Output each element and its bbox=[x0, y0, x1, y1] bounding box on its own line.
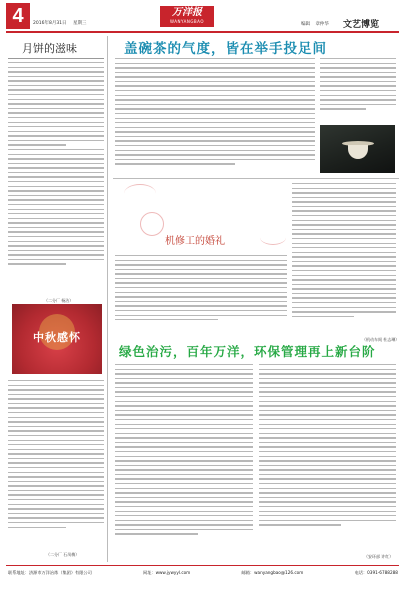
wedding-article-title: 机修工的婚礼 bbox=[165, 236, 225, 247]
left-article-signature-2: （二分厂 石凤梅） bbox=[46, 552, 80, 557]
tea-article-body bbox=[115, 58, 315, 174]
editor-name: 章仲华 bbox=[315, 22, 329, 27]
header-divider bbox=[6, 31, 399, 33]
green-article-signature: （安环部 许红） bbox=[364, 554, 394, 559]
publication-date bbox=[33, 20, 91, 26]
article-divider bbox=[113, 178, 399, 179]
flower-decoration-2 bbox=[260, 230, 286, 245]
tea-article-headline: 盖碗茶的气度，皆在举手投足间 bbox=[124, 41, 327, 57]
title-divider bbox=[8, 58, 104, 59]
left-article-body-2 bbox=[8, 380, 104, 550]
page-number: 4 bbox=[6, 3, 30, 29]
footer bbox=[8, 570, 398, 576]
logo-name-en: WANYANGBAO bbox=[170, 19, 204, 24]
wedding-article-signature: （机动车间 杜志琳） bbox=[362, 337, 400, 342]
editor-credit bbox=[301, 21, 333, 27]
heart-decoration bbox=[140, 212, 164, 236]
mid-autumn-image bbox=[12, 304, 102, 374]
column-divider bbox=[107, 36, 108, 562]
teacup-icon bbox=[348, 145, 368, 159]
editor-label: 编辑 bbox=[301, 22, 310, 27]
left-article-title: 月饼的滋味 bbox=[22, 42, 77, 55]
wedding-article-body bbox=[115, 255, 287, 335]
footer-address: 联系地址：济源市万洋冶炼（集团）有限公司 bbox=[8, 570, 92, 575]
weekday: 星期三 bbox=[72, 21, 87, 26]
newspaper-logo bbox=[160, 6, 214, 27]
logo-name: 万洋报 bbox=[172, 7, 202, 18]
footer-website: 网址：www.jywyyl.com bbox=[143, 570, 191, 575]
left-column bbox=[8, 36, 104, 562]
date: 2016年8月31日 bbox=[33, 21, 67, 26]
footer-phone: 电话：0391-6788288 bbox=[354, 570, 398, 575]
footer-divider bbox=[6, 565, 399, 566]
flower-decoration bbox=[124, 184, 156, 203]
green-article-headline: 绿色治污，百年万洋，环保管理再上新台阶 bbox=[119, 344, 376, 359]
left-article-body bbox=[8, 62, 104, 296]
image-caption: 中秋感怀 bbox=[33, 331, 81, 344]
green-article-body-right bbox=[259, 364, 396, 560]
section-title: 文艺博览 bbox=[343, 20, 380, 30]
wedding-article-body-right bbox=[292, 183, 396, 333]
tea-article-body-right bbox=[320, 58, 396, 120]
green-article-body bbox=[115, 364, 253, 560]
tea-image bbox=[320, 125, 395, 173]
footer-email: 邮箱：wanyangbao@126.com bbox=[241, 570, 304, 575]
left-article-signature: （二分厂 杨洁） bbox=[44, 298, 74, 303]
